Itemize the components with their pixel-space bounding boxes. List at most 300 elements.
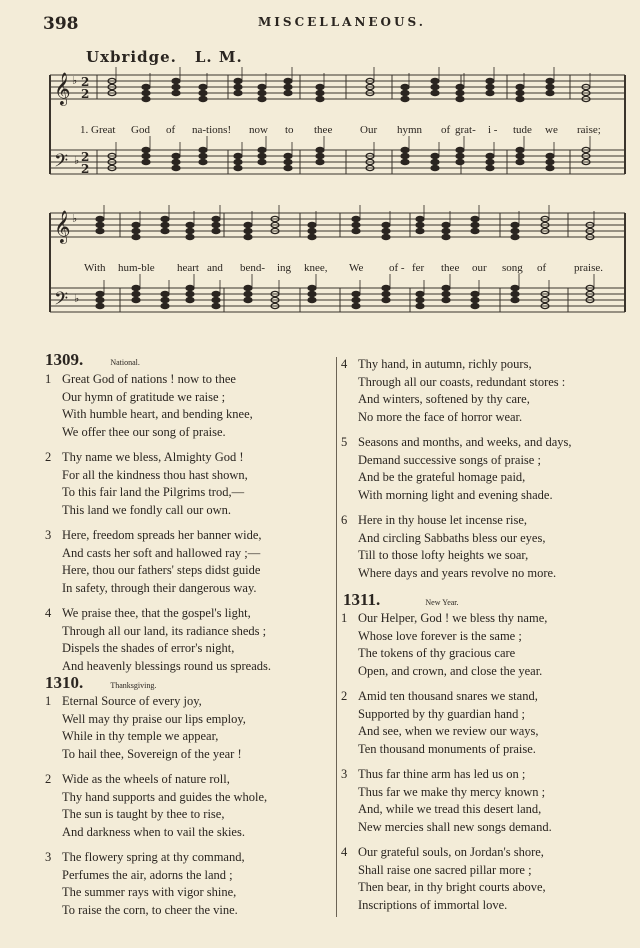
note-head bbox=[401, 147, 409, 152]
lyric-syllable: na-tions! bbox=[192, 124, 232, 136]
verse-line bbox=[341, 801, 552, 819]
note-head bbox=[546, 78, 554, 83]
note-head bbox=[431, 78, 439, 83]
note-head bbox=[516, 90, 524, 95]
verse-line bbox=[45, 902, 267, 920]
verse-line bbox=[341, 766, 552, 784]
verse-number: 2 bbox=[45, 450, 52, 464]
music-score bbox=[0, 0, 640, 330]
verse-text: With humble heart, and bending knee, bbox=[62, 407, 253, 421]
note-head bbox=[516, 159, 524, 164]
note-head bbox=[516, 153, 524, 158]
verse-text: Thy name we bless, Almighty God ! bbox=[62, 450, 244, 464]
note-head bbox=[471, 291, 479, 296]
note-head bbox=[199, 153, 207, 158]
time-signature: 2 bbox=[81, 150, 90, 164]
verse-line bbox=[45, 527, 271, 545]
note-head bbox=[161, 216, 169, 221]
verse-number: 3 bbox=[341, 767, 348, 781]
note-head bbox=[132, 297, 140, 302]
lyric-syllable: of - bbox=[389, 262, 405, 274]
note-head bbox=[212, 291, 220, 296]
verse-text: Till to those lofty heights we soar, bbox=[358, 548, 529, 562]
hymn-1310-heading bbox=[45, 673, 156, 693]
flat-icon: ♭ bbox=[74, 292, 80, 305]
note-head bbox=[471, 303, 479, 308]
verse-text: This land we fondly call our own. bbox=[62, 502, 232, 517]
verse-line bbox=[341, 391, 572, 409]
tune-name: Uxbridge. bbox=[86, 48, 177, 66]
verse-text: Eternal Source of every joy, bbox=[62, 694, 202, 708]
note-head bbox=[401, 84, 409, 89]
verse-line bbox=[341, 741, 552, 759]
note-head bbox=[234, 90, 242, 95]
note-head bbox=[199, 84, 207, 89]
verse bbox=[341, 766, 552, 836]
verse-line bbox=[45, 424, 271, 442]
verse-line bbox=[45, 789, 267, 807]
note-head bbox=[546, 159, 554, 164]
verse bbox=[341, 844, 552, 914]
treble-clef-icon: 𝄞 bbox=[54, 72, 71, 105]
note-head bbox=[186, 285, 194, 290]
note-head bbox=[456, 147, 464, 152]
note-head bbox=[352, 303, 360, 308]
note-head bbox=[516, 147, 524, 152]
verse-text: And be the grateful homage paid, bbox=[358, 470, 526, 484]
note-head bbox=[258, 96, 266, 101]
note-head bbox=[382, 285, 390, 290]
note-head bbox=[284, 153, 292, 158]
bass-clef-icon: 𝄢 bbox=[54, 289, 69, 314]
note-head bbox=[142, 96, 150, 101]
verse-line bbox=[341, 784, 552, 802]
verse-line bbox=[45, 545, 271, 563]
hymn-1309-verses bbox=[45, 371, 271, 675]
note-head bbox=[416, 222, 424, 227]
verse-text: Great God of nations ! now to thee bbox=[62, 372, 236, 386]
verse bbox=[341, 356, 572, 426]
note-head bbox=[382, 297, 390, 302]
lyric-syllable: Our bbox=[360, 124, 378, 136]
note-head bbox=[172, 159, 180, 164]
verse-text: And circling Sabbaths bless our eyes, bbox=[358, 530, 546, 545]
verse-line bbox=[341, 879, 552, 897]
lyric-syllable: hum-ble bbox=[118, 262, 155, 274]
note-head bbox=[416, 297, 424, 302]
verse-text: Whose love forever is the same ; bbox=[358, 628, 522, 643]
note-head bbox=[199, 96, 207, 101]
note-head bbox=[284, 84, 292, 89]
verse-text: And see, when we review our ways, bbox=[358, 724, 539, 738]
note-head bbox=[244, 234, 252, 239]
note-head bbox=[172, 78, 180, 83]
verse-line bbox=[341, 512, 572, 530]
verse bbox=[45, 849, 267, 919]
verse-text: Dispels the shades of error's night, bbox=[62, 641, 235, 655]
verse-line bbox=[341, 434, 572, 452]
verse-text: Thy hand, in autumn, richly pours, bbox=[358, 357, 532, 371]
hymn-1310-verses-right bbox=[341, 356, 572, 582]
verse-line bbox=[341, 663, 552, 681]
verse-line bbox=[341, 844, 552, 862]
note-head bbox=[308, 234, 316, 239]
note-head bbox=[244, 291, 252, 296]
verse-line bbox=[45, 484, 271, 502]
note-head bbox=[382, 291, 390, 296]
bass-clef-icon: 𝄢 bbox=[54, 151, 69, 176]
lyric-syllable: our bbox=[472, 262, 487, 274]
verse bbox=[341, 688, 552, 758]
note-head bbox=[172, 90, 180, 95]
note-head bbox=[416, 303, 424, 308]
treble-clef-icon: 𝄞 bbox=[54, 210, 71, 243]
verse-line bbox=[45, 746, 267, 764]
verse-text: The flowery spring at thy command, bbox=[62, 850, 245, 864]
note-head bbox=[234, 165, 242, 170]
verse bbox=[45, 771, 267, 841]
verse-text: Amid ten thousand snares we stand, bbox=[358, 689, 538, 703]
note-head bbox=[352, 291, 360, 296]
lyric-syllable: With bbox=[84, 262, 106, 274]
note-head bbox=[132, 291, 140, 296]
verse-text: Through all our land, its radiance sheds ; bbox=[62, 623, 267, 638]
note-head bbox=[456, 159, 464, 164]
hymn-tag: New Year. bbox=[425, 598, 459, 607]
verse-text: Our hymn of gratitude we raise ; bbox=[62, 389, 226, 404]
verse-line bbox=[341, 819, 552, 837]
verse bbox=[45, 605, 271, 675]
note-head bbox=[546, 153, 554, 158]
note-head bbox=[308, 285, 316, 290]
note-head bbox=[382, 228, 390, 233]
note-head bbox=[431, 84, 439, 89]
verse-text: Demand successive songs of praise ; bbox=[358, 452, 541, 467]
verse-text: Thus far thine arm has led us on ; bbox=[358, 767, 526, 781]
flat-icon: ♭ bbox=[72, 74, 78, 87]
verse-number: 4 bbox=[341, 845, 348, 859]
note-head bbox=[284, 165, 292, 170]
note-head bbox=[431, 153, 439, 158]
note-head bbox=[456, 153, 464, 158]
verse bbox=[341, 512, 572, 582]
page-number: 398 bbox=[43, 14, 79, 34]
note-head bbox=[234, 159, 242, 164]
note-head bbox=[431, 165, 439, 170]
verse-number: 3 bbox=[45, 850, 52, 864]
verse-number: 1 bbox=[341, 611, 348, 625]
note-head bbox=[212, 216, 220, 221]
note-head bbox=[308, 291, 316, 296]
note-head bbox=[161, 228, 169, 233]
note-head bbox=[186, 297, 194, 302]
note-head bbox=[212, 222, 220, 227]
verse-number: 2 bbox=[341, 689, 348, 703]
lyric-syllable: We bbox=[349, 262, 364, 274]
verse-number: 2 bbox=[45, 772, 52, 786]
note-head bbox=[244, 222, 252, 227]
note-head bbox=[471, 228, 479, 233]
verse-line bbox=[341, 723, 552, 741]
lyric-syllable: God bbox=[131, 124, 150, 136]
lyric-syllable: and bbox=[207, 262, 223, 274]
flat-icon: ♭ bbox=[74, 154, 80, 167]
note-head bbox=[161, 291, 169, 296]
note-head bbox=[442, 285, 450, 290]
verse-line bbox=[341, 374, 572, 392]
verse-text: Perfumes the air, adorns the land ; bbox=[62, 867, 233, 882]
lyric-syllable: fer bbox=[412, 262, 425, 274]
flat-icon: ♭ bbox=[72, 212, 78, 225]
lyric-syllable: thee bbox=[314, 124, 333, 136]
verse-line bbox=[341, 487, 572, 505]
lyric-syllable: song bbox=[502, 262, 523, 274]
lyric-syllable: of bbox=[441, 124, 451, 136]
note-head bbox=[96, 291, 104, 296]
note-head bbox=[456, 96, 464, 101]
note-head bbox=[352, 216, 360, 221]
verse-text: The summer rays with vigor shine, bbox=[62, 885, 237, 899]
note-head bbox=[132, 285, 140, 290]
note-head bbox=[172, 84, 180, 89]
note-head bbox=[471, 216, 479, 221]
verse-line bbox=[45, 371, 271, 389]
verse-text: Here in thy house let incense rise, bbox=[358, 513, 528, 527]
verse-line bbox=[341, 645, 552, 663]
note-head bbox=[284, 159, 292, 164]
verse-line bbox=[341, 356, 572, 374]
lyric-syllable: to bbox=[285, 124, 294, 136]
verse-number: 6 bbox=[341, 513, 348, 527]
verse-line bbox=[45, 605, 271, 623]
note-head bbox=[511, 228, 519, 233]
note-head bbox=[456, 84, 464, 89]
note-head bbox=[186, 234, 194, 239]
verse-line bbox=[45, 623, 271, 641]
verse-number: 1 bbox=[45, 372, 52, 386]
note-head bbox=[416, 228, 424, 233]
verse-number: 4 bbox=[45, 606, 52, 620]
hymn-1311-verses bbox=[341, 610, 552, 914]
note-head bbox=[96, 228, 104, 233]
note-head bbox=[96, 216, 104, 221]
note-head bbox=[244, 297, 252, 302]
time-signature: 2 bbox=[81, 87, 90, 101]
verse-text: The sun is taught by thee to rise, bbox=[62, 807, 225, 821]
verse-text: Thus far we make thy mercy known ; bbox=[358, 784, 546, 799]
verse-text: Here, thou our fathers' steps didst guide bbox=[62, 563, 261, 577]
verse-line bbox=[45, 711, 267, 729]
note-head bbox=[442, 228, 450, 233]
note-head bbox=[199, 147, 207, 152]
verse-line bbox=[341, 610, 552, 628]
note-head bbox=[172, 153, 180, 158]
note-head bbox=[212, 228, 220, 233]
verse-number: 5 bbox=[341, 435, 348, 449]
note-head bbox=[234, 84, 242, 89]
verse-text: And, while we tread this desert land, bbox=[358, 802, 542, 816]
page-title: MISCELLANEOUS. bbox=[258, 15, 426, 29]
verse-text: With morning light and evening shade. bbox=[358, 487, 553, 502]
verse-line bbox=[45, 884, 267, 902]
hymn-1310-verses-left bbox=[45, 693, 267, 919]
note-head bbox=[284, 90, 292, 95]
note-head bbox=[516, 96, 524, 101]
verse-text: For all the kindness thou hast shown, bbox=[62, 467, 248, 482]
verse-text: While in thy temple we appear, bbox=[62, 729, 219, 743]
verse-line bbox=[45, 640, 271, 658]
note-head bbox=[316, 96, 324, 101]
note-head bbox=[316, 153, 324, 158]
lyric-syllable: of bbox=[166, 124, 176, 136]
lyric-syllable: i - bbox=[488, 124, 498, 136]
verse-text: In safety, through their dangerous way. bbox=[62, 580, 257, 595]
verse-line bbox=[341, 565, 572, 583]
note-head bbox=[96, 303, 104, 308]
lyric-syllable: praise. bbox=[574, 262, 604, 274]
hymn-tag: Thanksgiving. bbox=[110, 681, 157, 690]
time-signature: 2 bbox=[81, 75, 90, 89]
verse-number: 4 bbox=[341, 357, 348, 371]
verse-line bbox=[341, 628, 552, 646]
note-head bbox=[511, 297, 519, 302]
column-divider bbox=[336, 357, 337, 917]
verse-line bbox=[45, 406, 271, 424]
note-head bbox=[316, 84, 324, 89]
note-head bbox=[442, 222, 450, 227]
verse-line bbox=[45, 824, 267, 842]
verse-line bbox=[341, 897, 552, 915]
hymn-1309-heading bbox=[45, 350, 140, 370]
verse-text: The tokens of thy gracious care bbox=[358, 646, 516, 660]
note-head bbox=[161, 297, 169, 302]
lyric-syllable: we bbox=[545, 124, 558, 136]
note-head bbox=[96, 222, 104, 227]
note-head bbox=[442, 234, 450, 239]
hymn-1311-heading bbox=[343, 590, 459, 610]
verse-line bbox=[45, 449, 271, 467]
note-head bbox=[258, 84, 266, 89]
note-head bbox=[132, 234, 140, 239]
verse-number: 3 bbox=[45, 528, 52, 542]
verse-line bbox=[45, 867, 267, 885]
verse-text: Seasons and months, and weeks, and days, bbox=[358, 435, 572, 449]
verse bbox=[45, 693, 267, 763]
note-head bbox=[486, 90, 494, 95]
verse-text: Open, and crown, and close the year. bbox=[358, 663, 543, 678]
note-head bbox=[142, 84, 150, 89]
note-head bbox=[352, 297, 360, 302]
verse-line bbox=[341, 469, 572, 487]
note-head bbox=[471, 222, 479, 227]
note-head bbox=[316, 90, 324, 95]
verse-line bbox=[45, 502, 271, 520]
note-head bbox=[258, 147, 266, 152]
note-head bbox=[186, 222, 194, 227]
note-head bbox=[132, 228, 140, 233]
verse-text: Our grateful souls, on Jordan's shore, bbox=[358, 845, 544, 859]
note-head bbox=[244, 228, 252, 233]
verse-line bbox=[45, 728, 267, 746]
note-head bbox=[486, 78, 494, 83]
verse-text: Supported by thy guardian hand ; bbox=[358, 706, 525, 721]
note-head bbox=[486, 153, 494, 158]
verse-text: Wide as the wheels of nature roll, bbox=[62, 772, 230, 786]
note-head bbox=[186, 228, 194, 233]
verse bbox=[45, 449, 271, 519]
verse-line bbox=[45, 580, 271, 598]
verse-text: We praise thee, that the gospel's light, bbox=[62, 606, 251, 620]
verse-line bbox=[45, 693, 267, 711]
verse-text: Our Helper, God ! we bless thy name, bbox=[358, 611, 548, 625]
note-head bbox=[456, 90, 464, 95]
note-head bbox=[382, 234, 390, 239]
note-head bbox=[442, 297, 450, 302]
note-head bbox=[401, 153, 409, 158]
verse-line bbox=[341, 452, 572, 470]
note-head bbox=[546, 165, 554, 170]
lyric-syllable: raise; bbox=[577, 124, 601, 136]
note-head bbox=[442, 291, 450, 296]
verse-line bbox=[45, 771, 267, 789]
verse-line bbox=[341, 409, 572, 427]
verse bbox=[45, 371, 271, 441]
note-head bbox=[511, 234, 519, 239]
verse-line bbox=[45, 389, 271, 407]
note-head bbox=[486, 159, 494, 164]
lyric-syllable: 1. Great bbox=[80, 124, 116, 136]
note-head bbox=[352, 222, 360, 227]
note-head bbox=[486, 84, 494, 89]
verse-text: Inscriptions of immortal love. bbox=[358, 897, 508, 912]
note-head bbox=[401, 96, 409, 101]
verse-text: Here, freedom spreads her banner wide, bbox=[62, 528, 262, 542]
verse-text: To raise the corn, to cheer the vine. bbox=[62, 902, 238, 917]
note-head bbox=[258, 153, 266, 158]
verse-text: No more the face of horror wear. bbox=[358, 409, 523, 424]
note-head bbox=[199, 159, 207, 164]
lyric-syllable: thee bbox=[441, 262, 460, 274]
verse-number: 1 bbox=[45, 694, 52, 708]
lyric-syllable: heart bbox=[177, 262, 199, 274]
verse-text: Through all our coasts, redundant stores : bbox=[358, 374, 566, 389]
note-head bbox=[546, 84, 554, 89]
note-head bbox=[284, 78, 292, 83]
time-signature: 2 bbox=[81, 162, 90, 176]
note-head bbox=[212, 303, 220, 308]
note-head bbox=[382, 222, 390, 227]
note-head bbox=[258, 159, 266, 164]
verse-line bbox=[341, 530, 572, 548]
note-head bbox=[161, 303, 169, 308]
verse bbox=[341, 434, 572, 504]
verse-text: And winters, softened by thy care, bbox=[358, 392, 530, 406]
note-head bbox=[471, 297, 479, 302]
note-head bbox=[511, 222, 519, 227]
note-head bbox=[401, 90, 409, 95]
hymn-number: 1311. bbox=[343, 590, 381, 609]
note-head bbox=[416, 291, 424, 296]
verse-text: To this fair land the Pilgrims trod,— bbox=[62, 485, 245, 499]
lyric-syllable: knee, bbox=[304, 262, 328, 274]
lyric-syllable: tude bbox=[513, 124, 532, 136]
note-head bbox=[511, 285, 519, 290]
note-head bbox=[316, 159, 324, 164]
verse-text: And darkness when to vail the skies. bbox=[62, 824, 245, 839]
note-head bbox=[234, 153, 242, 158]
note-head bbox=[212, 297, 220, 302]
note-head bbox=[546, 90, 554, 95]
